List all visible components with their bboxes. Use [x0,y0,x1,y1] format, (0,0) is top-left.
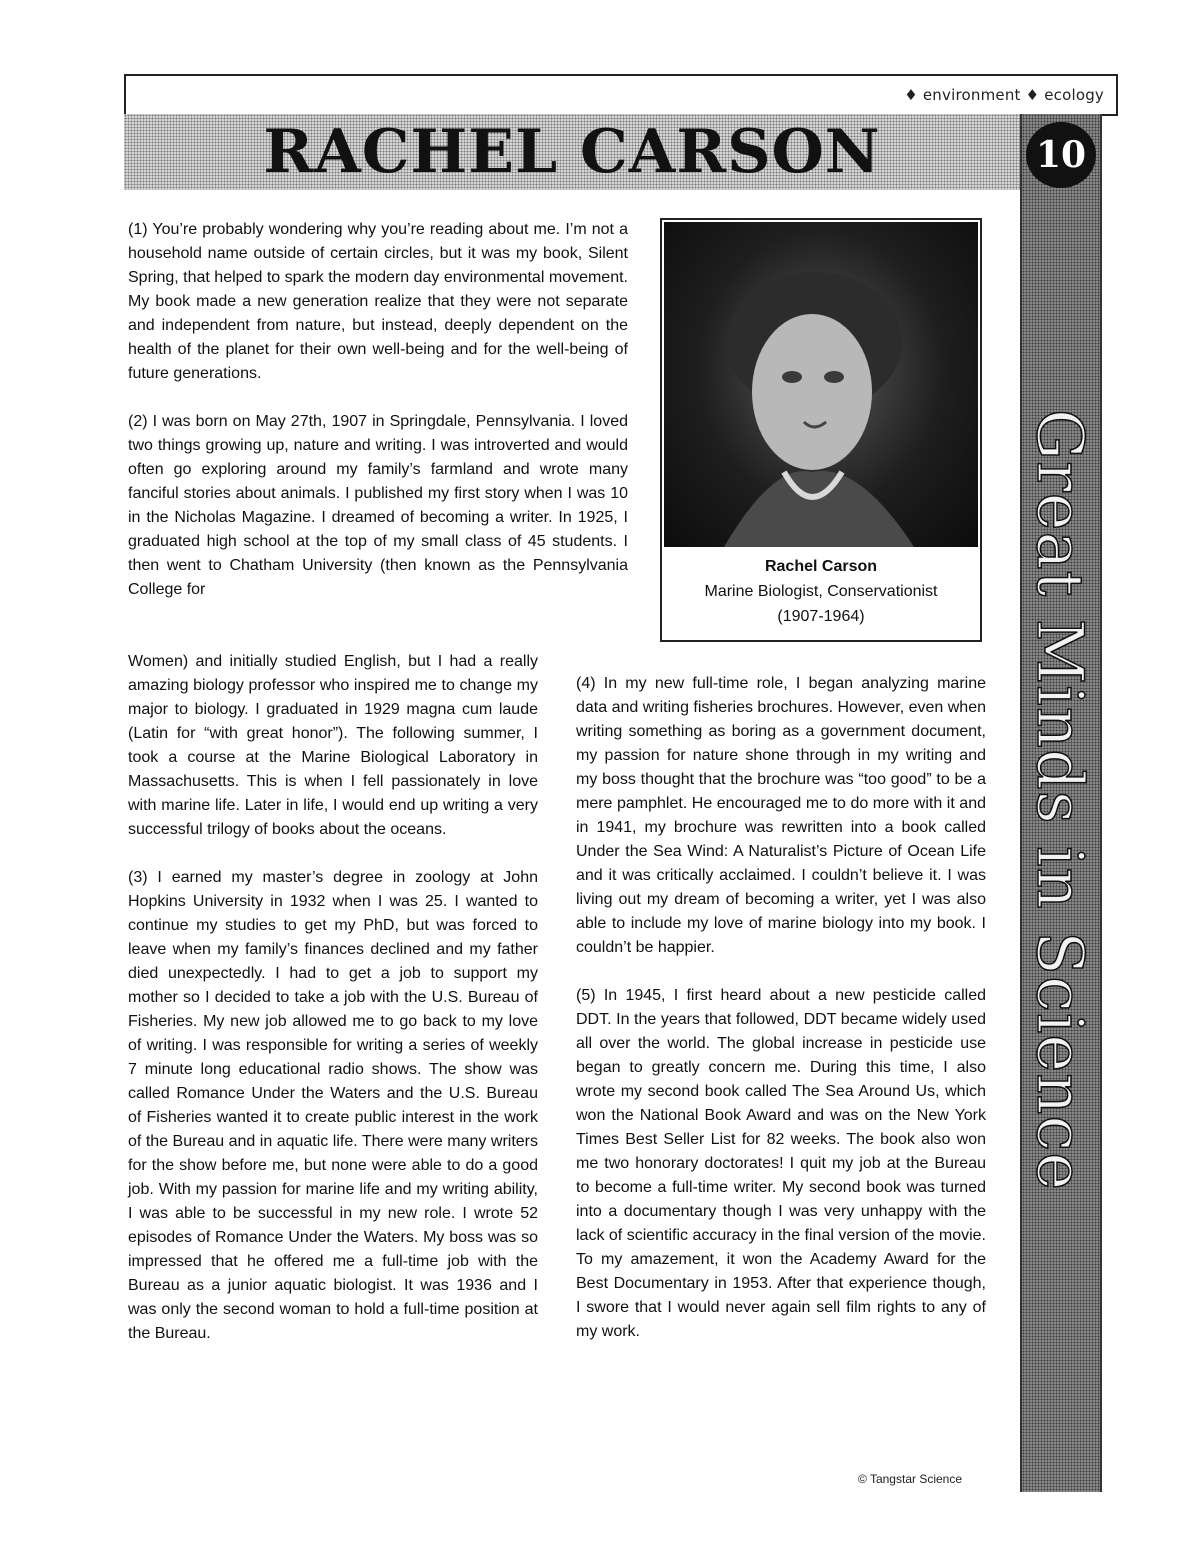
portrait-figure [660,218,982,642]
caption-name: Rachel Carson [764,558,878,575]
paragraph-3: (3) I earned my master’s degree in zoology at John Hopkins University in 1932 when I was 25. I wanted to continue my studies to get my PhD, but was forced to leave when my family’s finances declined and my father died unexpectedly. I had to get a job to support my mother so I decided to take a job with the U.S. Bureau of Fisheries. My new job allowed me to go back to my love of writing. I was responsible for writing a series of weekly 7 minute long educational radio shows. The show was called Romance Under the Waters and the U.S. Bureau of Fisheries wanted it to create public interest in the work of the Bureau and in aquatic life. There were many writers for the show before me, but none were able to do a good job. With my passion for marine life and my writing ability, I was able to be successful in my new role. I wrote 52 episodes of Romance Under the Waters. My boss was so impressed that he offered me a full-time job with the Bureau as a junior aquatic biologist. It was 1936 and I was only the second woman to hold a full-time position at the Bureau. [128,869,538,1342]
page-title: RACHEL CARSON [263,117,881,187]
paragraph-1: (1) You’re probably wondering why you’re reading about me. I’m not a household name outside of certain circles, but it was my book, Silent Spring, that helped to spark the modern day environmental movement. My book made a new generation realize that they were not separate and independent from nature, but instead, deeply dependent on the health of the planet for their own well-being and for the well-being of future generations. [128,221,628,382]
portrait-photo [664,222,978,547]
right-column [576,672,986,1344]
unit-number-badge: 10 [1026,122,1096,188]
copyright-notice: © Tangstar Science [858,1472,963,1486]
series-title: Great Minds in Science [1022,408,1096,1192]
caption-years: (1907-1964) [777,608,865,625]
title-band [124,114,1020,190]
paragraph-4: (4) In my new full-time role, I began analyzing marine data and writing fisheries brochures. However, even when writing something as boring as a government document, my passion for nature shone through in my writing and my boss thought that the brochure was “too good” to be a mere pamphlet. He encouraged me to do more with it and in 1941, my brochure was rewritten into a book called Under the Sea Wind: A Naturalist’s Picture of Ocean Life and it was critically acclaimed. I couldn’t believe it. I was living out my dream of becoming a writer, yet I was also able to include my love of marine biology into my book. I couldn’t be happier. [576,675,986,956]
paragraph-2-end: Women) and initially studied English, but I had a really amazing biology professor who inspired me to change my major to biology. I graduated in 1929 magna cum laude (Latin for “with great honor”). The following summer, I took a course at the Marine Biological Laboratory in Massachusetts. This is when I fell passionately in love with marine life. Later in life, I would end up writing a very successful trilogy of books about the oceans. [128,653,538,838]
left-column-top [128,218,628,602]
paragraph-5: (5) In 1945, I first heard about a new pesticide called DDT. In the years that followed, DDT became widely used all over the world. The global increase in pesticide use began to greatly concern me. During this time, I also wrote my second book called The Sea Around Us, which won the National Book Award and was on the New York Times Best Seller List for 82 weeks. The book also won me two honorary doctorates! I quit my job at the Bureau to become a full-time writer. My second book was turned into a documentary though I was very unhappy with the lack of scientific accuracy in the final version of the movie. To my amazement, it won the Academy Award for the Best Documentary in 1953. After that experience though, I swore that I would never again sell film rights to any of my work. [576,987,986,1340]
topic-tags: ♦ environment ♦ ecology [904,86,1104,104]
caption-role: Marine Biologist, Conservationist [704,583,938,600]
portrait-caption [662,554,980,629]
header-frame [124,74,1118,116]
paragraph-2-start: (2) I was born on May 27th, 1907 in Springdale, Pennsylvania. I loved two things growing up, nature and writing. I was introverted and would often go exploring around my family’s farmland and wrote many fanciful stories about animals. I published my first story when I was 10 in the Nicholas Magazine. I dreamed of becoming a writer. In 1925, I graduated high school at the top of my small class of 45 students. I then went to Chatham University (then known as the Pennsylvania College for [128,413,628,598]
left-column-bottom [128,650,538,1346]
